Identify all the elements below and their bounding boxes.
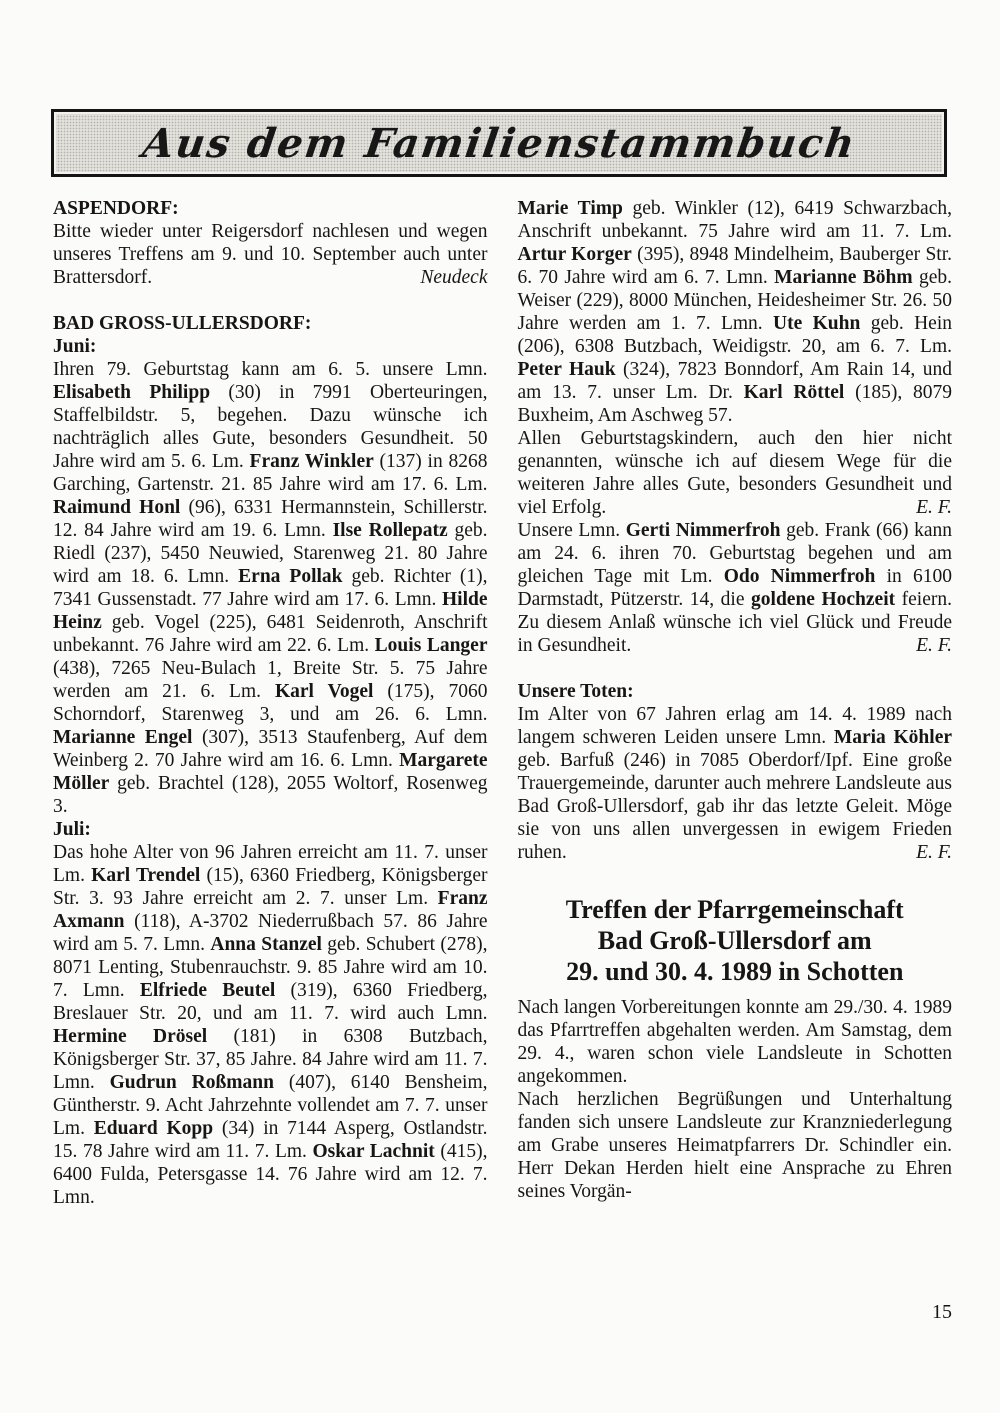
paragraph <box>518 427 953 519</box>
text-run: (319), 6360 Friedberg, Breslauer Str. 20, und am 11. 7. wird auch Lmn. <box>53 980 488 1024</box>
text-run: geb. Hein (206), 6308 Butzbach, Weidigstr. 20, am 6. 7. Lm. <box>517 313 952 357</box>
paragraph <box>518 1088 953 1203</box>
text-run: (137) in 8268 Garching, Gartenstr. 21. 85 Jahre wird am 17. 6. Lm. <box>53 451 488 495</box>
paragraph <box>518 996 953 1088</box>
text-run: Odo Nimmerfroh <box>723 566 876 587</box>
text-run: (175), 7060 Schorndorf, Starenweg 3, und am 26. 6. Lmn. <box>53 681 488 725</box>
text-run: (15), 6360 Friedberg, Königsberger Str. 3. 93 Jahre erreicht am 2. 7. unser Lm. <box>53 865 488 909</box>
text-run: (34) in 7144 Asperg, Ostlandstr. 15. 78 Jahre wird am 11. 7. Lm. <box>53 1118 488 1162</box>
section-heading: BAD GROSS-ULLERSDORF: <box>53 313 312 334</box>
signature: E. F. <box>916 497 952 518</box>
text-run: Nach herzlichen Begrüßungen und Unterhaltung fanden sich unsere Landsleute zur Kranzniederlegung am Grabe unseres Heimatpfarrers Dr. Schindler ein. Herr Dekan Herden hielt eine Ansprache zu Ehren seines Vorgän- <box>517 1089 952 1202</box>
text-run: Artur Korger <box>517 244 632 265</box>
text-run: Elisabeth Philipp <box>53 382 211 403</box>
text-run: goldene Hochzeit <box>751 589 896 610</box>
text-run: Franz Winkler <box>249 451 374 472</box>
text-run: (185), 8079 Buxheim, Am Aschweg 57. <box>517 382 952 426</box>
article-heading-line: Treffen der Pfarrgemeinschaft <box>565 895 904 924</box>
text-run: Hermine Drösel <box>53 1026 208 1047</box>
paragraph <box>53 841 488 1209</box>
text-run: (30) in 7991 Oberteuringen, Staffelbildstr. 5, begehen. Dazu wünsche ich nachträglich alles Gute, besonders Gesundheit. 50 Jahre wird am 5. 6. Lm. <box>53 382 488 472</box>
text-run: Eduard Kopp <box>93 1118 214 1139</box>
text-run: Ute Kuhn <box>773 313 861 334</box>
text-run: geb. Riedl (237), 5450 Neuwied, Starenweg 21. 80 Jahre wird am 18. 6. Lmn. <box>53 520 488 587</box>
text-run: Louis Langer <box>374 635 488 656</box>
right-column <box>518 197 953 1209</box>
text-run: (438), 7265 Neu-Bulach 1, Breite Str. 5. 75 Jahre werden am 21. 6. Lm. <box>53 658 488 702</box>
text-run: Oskar Lachnit <box>312 1141 435 1162</box>
signature: E. F. <box>916 635 952 656</box>
paragraph <box>53 220 488 289</box>
text-run: Karl Vogel <box>274 681 374 702</box>
text-run: Karl Röttel <box>743 382 845 403</box>
text-run: Gerti Nimmerfroh <box>625 520 781 541</box>
text-run: geb. Frank (66) kann am 24. 6. ihren 70. Geburtstag begehen und am gleichen Tage mit Lm. <box>517 520 952 587</box>
text-run: geb. Brachtel (128), 2055 Woltorf, Rosenweg 3. <box>53 773 488 817</box>
text-run: Ilse Rollepatz <box>332 520 448 541</box>
text-run: (307), 3513 Staufenberg, Auf dem Weinberg 2. 70 Jahre wird am 16. 6. Lmn. <box>53 727 488 771</box>
text-run: Allen Geburtstagskindern, auch den hier nicht genannten, wünsche ich auf diesem Wege für die weiteren Jahre alles Gute, besonders Gesundheit und viel Erfolg. <box>517 428 952 518</box>
text-run: geb. Weiser (229), 8000 München, Heidesheimer Str. 26. 50 Jahre werden am 1. 7. Lmn. <box>517 267 953 334</box>
text-run: Hilde Heinz <box>53 589 488 633</box>
text-run: feiern. Zu diesem Anlaß wünsche ich viel Glück und Freude in Gesundheit. <box>517 589 952 656</box>
text-run: Anna Stanzel <box>210 934 322 955</box>
signature: E. F. <box>916 842 952 863</box>
text-run: Bitte wieder unter Reigersdorf nachlesen und wegen unseres Treffens am 9. und 10. September auch unter Brattersdorf. <box>53 221 488 288</box>
left-column <box>53 197 488 1209</box>
text-run: (324), 7823 Bonndorf, Am Rain 14, und am 13. 7. unser Lm. Dr. <box>517 359 952 403</box>
text-run: Unsere Lmn. <box>517 520 626 541</box>
paragraph <box>53 358 488 818</box>
text-run: geb. Winkler (12), 6419 Schwarzbach, Anschrift unbekannt. 75 Jahre wird am 11. 7. Lm. <box>517 198 952 242</box>
text-run: Erna Pollak <box>238 566 343 587</box>
text-run: Marianne Böhm <box>774 267 913 288</box>
text-run: Franz Axmann <box>53 888 488 932</box>
text-run: (96), 6331 Hermannstein, Schillerstr. 12. 84 Jahre wird am 19. 6. Lmn. <box>53 497 488 541</box>
page-number: 15 <box>932 1301 952 1323</box>
text-run: (395), 8948 Mindelheim, Bauberger Str. 6. 70 Jahre wird am 6. 7. Lmn. <box>517 244 953 288</box>
text-run: Raimund Honl <box>53 497 181 518</box>
text-run: Margarete Möller <box>53 750 488 794</box>
text-run: (407), 6140 Bensheim, Güntherstr. 9. Acht Jahrzehnte vollendet am 7. 7. unser Lm. <box>53 1072 488 1139</box>
text-run: Marianne Engel <box>53 727 193 748</box>
text-run: Marie Timp <box>517 198 623 219</box>
text-run: (415), 6400 Fulda, Petersgasse 14. 76 Jahre wird am 12. 7. Lmn. <box>53 1141 488 1208</box>
article-heading <box>518 894 953 987</box>
text-run: geb. Schubert (278), 8071 Lenting, Stubenrauchstr. 9. 85 Jahre wird am 10. 7. Lmn. <box>53 934 488 1001</box>
text-run: Maria Köhler <box>833 727 953 748</box>
text-run: geb. Barfuß (246) in 7085 Oberdorf/Ipf. Eine große Trauergemeinde, darunter auch mehrere Landsleute aus Bad Groß-Ullersdorf, gab ihr das letzte Geleit. Möge sie von uns allen unvergessen in ewigem Frieden ruhen. <box>517 750 952 863</box>
text-run: Nach langen Vorbereitungen konnte am 29./30. 4. 1989 das Pfarrtreffen abgehalten werden. Am Samstag, dem 29. 4., waren schon viele Landsleute in Schotten angekommen. <box>517 997 952 1087</box>
text-run: in 6100 Darmstadt, Pützerstr. 14, die <box>517 566 953 610</box>
text-run: (118), A-3702 Niederrußbach 57. 86 Jahre wird am 5. 7. Lmn. <box>53 911 488 955</box>
section-heading: ASPENDORF: <box>53 198 179 219</box>
paragraph <box>518 703 953 864</box>
section-heading: Juli: <box>53 819 91 840</box>
banner-title: Aus dem Familienstammbuch <box>139 119 859 167</box>
signature: Neudeck <box>420 267 488 288</box>
article-heading-line: 29. und 30. 4. 1989 in Schotten <box>566 957 904 986</box>
text-run: Im Alter von 67 Jahren erlag am 14. 4. 1989 nach langem schweren Leiden unsere Lmn. <box>517 704 952 748</box>
section-heading: Unsere Toten: <box>517 681 634 702</box>
text-columns <box>53 197 952 1209</box>
text-run: Elfriede Beutel <box>139 980 276 1001</box>
text-run: (181) in 6308 Butzbach, Königsberger Str. 37, 85 Jahre. 84 Jahre wird am 11. 7. Lmn. <box>53 1026 488 1093</box>
text-run: Das hohe Alter von 96 Jahren erreicht am 11. 7. unser Lm. <box>53 842 488 886</box>
paragraph <box>518 519 953 657</box>
article-heading-line: Bad Groß-Ullersdorf am <box>597 926 872 955</box>
section-heading: Juni: <box>53 336 97 357</box>
text-run: geb. Vogel (225), 6481 Seidenroth, Anschrift unbekannt. 76 Jahre wird am 22. 6. Lm. <box>53 612 488 656</box>
text-run: geb. Richter (1), 7341 Gussenstadt. 77 Jahre wird am 17. 6. Lmn. <box>53 566 488 610</box>
text-run: Karl Trendel <box>91 865 201 886</box>
paragraph <box>518 197 953 427</box>
title-banner <box>51 109 947 177</box>
text-run: Gudrun Roßmann <box>109 1072 274 1093</box>
text-run: Peter Hauk <box>517 359 616 380</box>
text-run: Ihren 79. Geburtstag kann am 6. 5. unsere Lmn. <box>53 359 488 380</box>
